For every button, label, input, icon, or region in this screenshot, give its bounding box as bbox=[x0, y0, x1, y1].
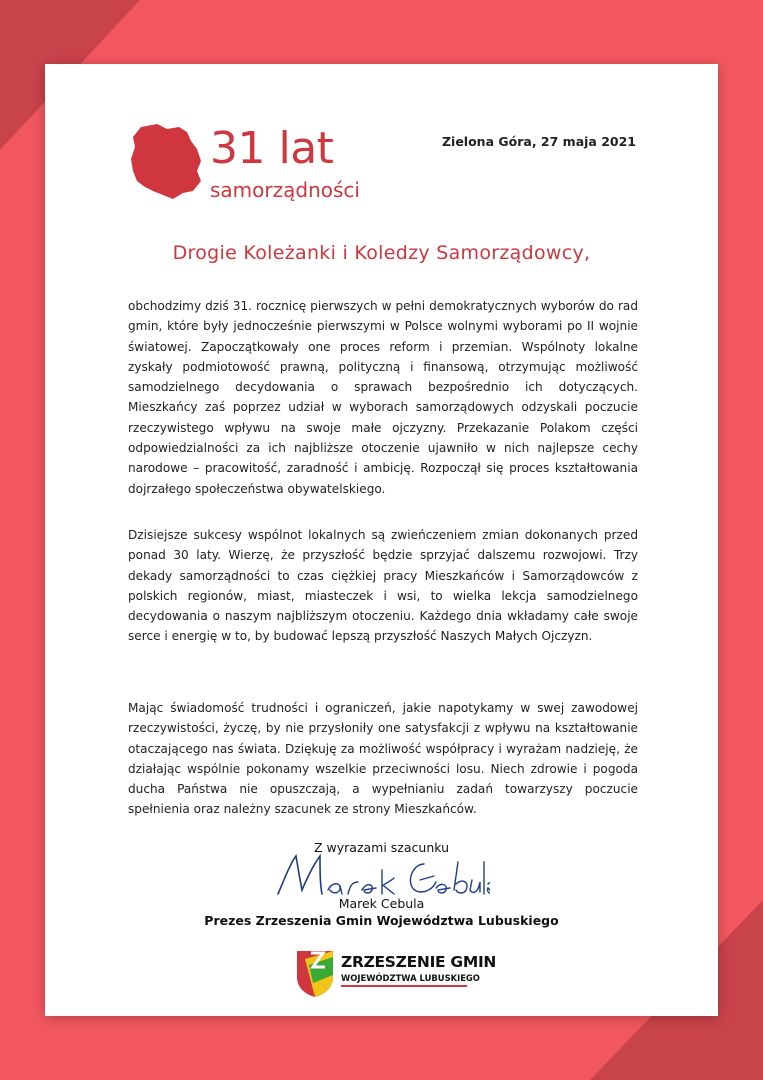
organization-logo bbox=[295, 947, 497, 1003]
anniversary-logo bbox=[127, 121, 367, 211]
letter-date: Zielona Góra, 27 maja 2021 bbox=[441, 134, 636, 149]
crest-icon bbox=[295, 947, 335, 999]
closing-regards: Z wyrazami szacunku bbox=[313, 840, 450, 855]
letter-sheet bbox=[45, 64, 718, 1016]
paragraph-3-text: Mając świadomość trudności i ograniczeń, jakie napotykamy w swej zawodowej rzeczywistości, życzę, by nie przysłoniły one satysfakcji z wpływu na kształtowanie otaczającego nas świata. Dziękuję za możliwość współpracy i wyrażam nadzieję, że działając wspólnie pokonamy wszelkie przeciwności losu. Niech zdrowie i pogoda ducha Państwa nie opuszczają, a wypełnianiu zadań towarzyszy poczucie spełnienia oraz należny szacunek ze strony Mieszkańców. bbox=[128, 701, 638, 817]
salutation: Drogie Koleżanki i Koledzy Samorządowcy, bbox=[172, 242, 591, 264]
body-paragraph bbox=[128, 296, 638, 499]
logo-subtitle: samorządności bbox=[210, 178, 360, 202]
signatory-title: Prezes Zrzeszenia Gmin Województwa Lubuskiego bbox=[204, 913, 559, 928]
poland-map-icon bbox=[127, 121, 207, 201]
organization-region: WOJEWÓDZTWA LUBUSKIEGO bbox=[341, 973, 480, 983]
body-paragraph bbox=[128, 698, 638, 820]
body-paragraph bbox=[128, 525, 638, 647]
logo-years: 31 lat bbox=[210, 123, 334, 174]
organization-underline bbox=[341, 985, 467, 987]
paragraph-2-text: Dzisiejsze sukcesy wspólnot lokalnych są zwieńczeniem zmian dokonanych przed ponad 30 laty. Wierzę, że przyszłość będzie sprzyjać dalszemu rozwojowi. Trzy dekady samorządności to czas ciężkiej pracy Mieszkańców i Samorządowców z polskich regionów, miast, miasteczek i wsi, to wielka lekcja samodzielnego decydowania o naszym najbliższym otoczeniu. Każdego dnia wkładamy całe swoje serce i energię w to, by budować lepszą przyszłość Naszych Małych Ojczyzn. bbox=[128, 528, 638, 644]
handwritten-signature bbox=[270, 850, 490, 900]
organization-name: ZRZESZENIE GMIN bbox=[341, 953, 497, 971]
signatory-name: Marek Cebula bbox=[338, 896, 425, 911]
paragraph-1-text: obchodzimy dziś 31. rocznicę pierwszych w pełni demokratycznych wyborów do rad gmin, które były jednocześnie pierwszymi w Polsce wolnymi wyborami po II wojnie światowej. Zapoczątkowały one proces reform i przemian. Wspólnoty lokalne zyskały podmiotowość prawną, polityczną i finansową, otrzymując możliwość samodzielnego decydowania o sprawach bezpośrednio ich dotyczących. Mieszkańcy zaś poprzez udział w wyborach samorządowych odzyskali poczucie rzeczywistego wpływu na swoje małe ojczyzny. Przekazanie Polakom części odpowiedzialności za ich najbliższe otoczenie ujawniło w nich najlepsze cechy narodowe – pracowitość, zaradność i ambicję. Rozpoczął się proces kształtowania dojrzałego społeczeństwa obywatelskiego. bbox=[128, 299, 638, 496]
